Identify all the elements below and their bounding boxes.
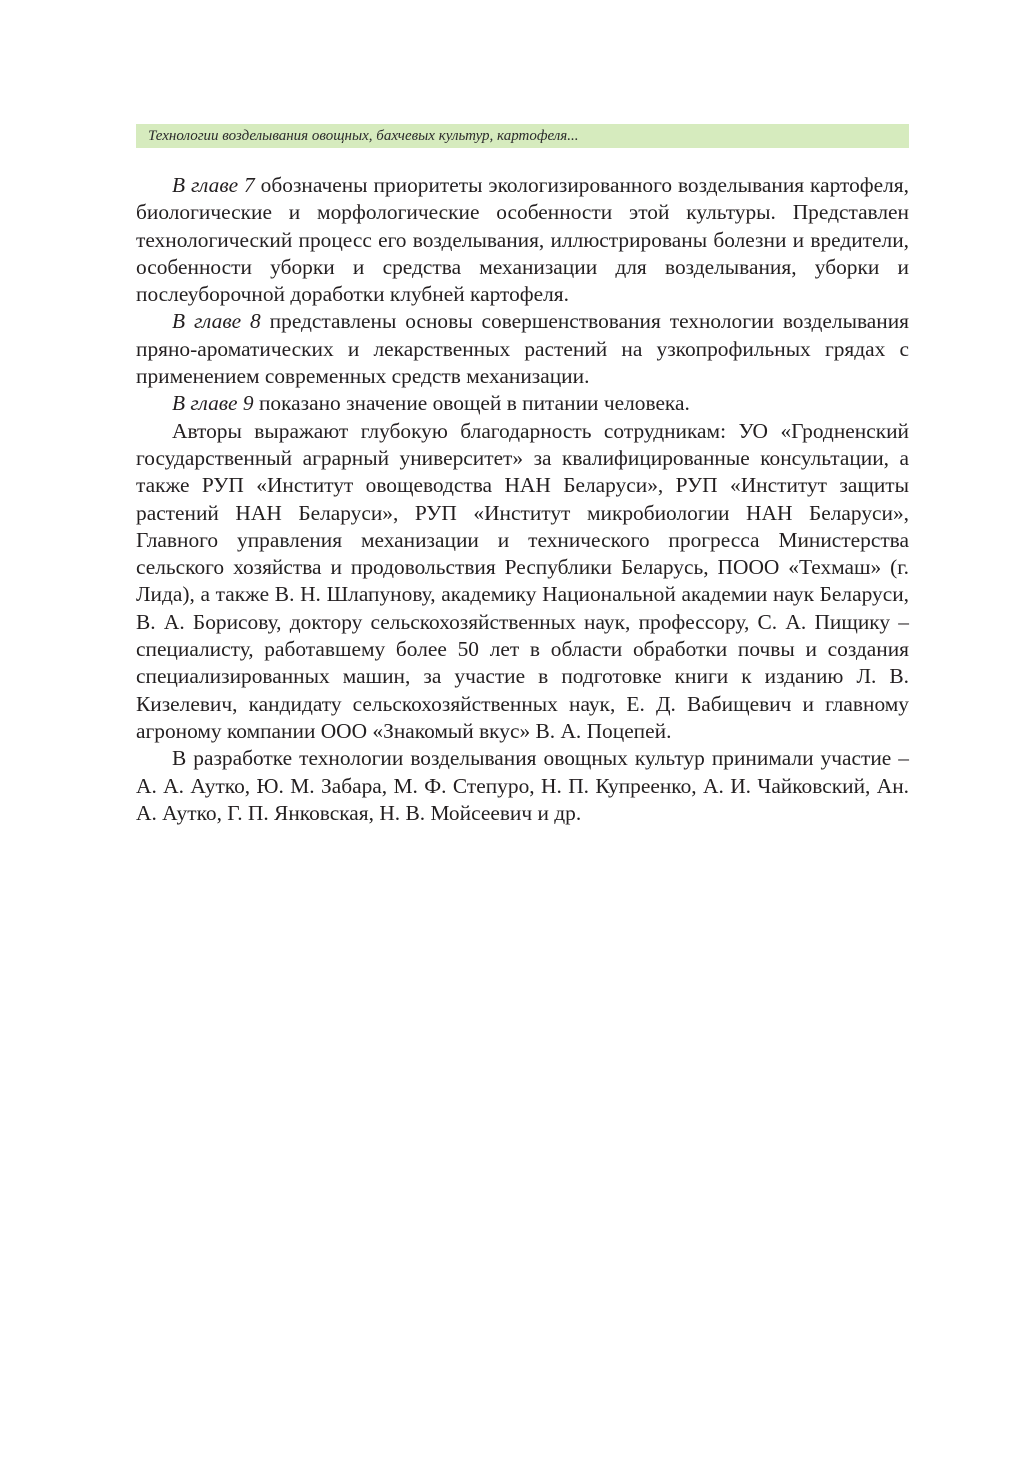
paragraph-text: показано значение овощей в питании человека. — [253, 391, 690, 416]
paragraph-chapter-8 — [136, 308, 909, 390]
paragraph-chapter-7 — [136, 172, 909, 308]
chapter-reference: В главе 7 — [172, 173, 255, 197]
chapter-reference: В главе 9 — [172, 391, 254, 416]
running-header — [136, 124, 909, 148]
paragraph-text: обозначены приоритеты экологизированного возделывания картофеля, биологические и морфологические особенности этой культуры. Представлен технологический процесс его возделывания, иллюстрированы болезни и вредители, особенности уборки и средства механизации для возделывания, уборки и послеуборочной доработки клубней картофеля. — [136, 173, 909, 307]
running-header-title: Технологии возделывания овощных, бахчевых культур, картофеля... — [148, 128, 579, 144]
chapter-reference: В главе 8 — [172, 309, 261, 334]
paragraph-chapter-9 — [136, 390, 909, 417]
paragraph-text: В разработке технологии возделывания овощных культур принимали участие – А. А. Аутко, Ю. М. Забара, М. Ф. Степуро, Н. П. Купреенко, А. И. Чайковский, Ан. А. Аутко, Г. П. Янковская, Н. В. Мойсеевич и др. — [136, 746, 909, 825]
body-text — [136, 172, 909, 827]
paragraph-text: представлены основы совершенствования технологии возделывания пряно-ароматических и лекарственных растений на узкопрофильных грядах с применением современных средств механизации. — [136, 309, 909, 389]
paragraph-acknowledgements — [136, 418, 909, 746]
paragraph-contributors — [136, 745, 909, 827]
paragraph-text: Авторы выражают глубокую благодарность сотрудникам: УО «Гродненский государственный аграрный университет» за квалифицированные консультации, а также РУП «Институт овощеводства НАН Беларуси», РУП «Институт защиты растений НАН Беларуси», РУП «Институт микробиологии НАН Беларуси», Главного управления механизации и технического прогресса Министерства сельского хозяйства и продовольствия Республики Беларусь, ПООО «Техмаш» (г. Лида), а также В. Н. Шлапунову, академику Национальной академии наук Беларуси, В. А. Борисову, доктору сельскохозяйственных наук, профессору, С. А. Пищику – специалисту, работавшему более 50 лет в области обработки почвы и создания специализированных машин, за участие в подготовке книги к изданию Л. В. Кизелевич, кандидату сельскохозяйственных наук, Е. Д. Вабищевич и главному агроному компании ООО «Знакомый вкус» В. А. Поцепей. — [136, 418, 909, 743]
